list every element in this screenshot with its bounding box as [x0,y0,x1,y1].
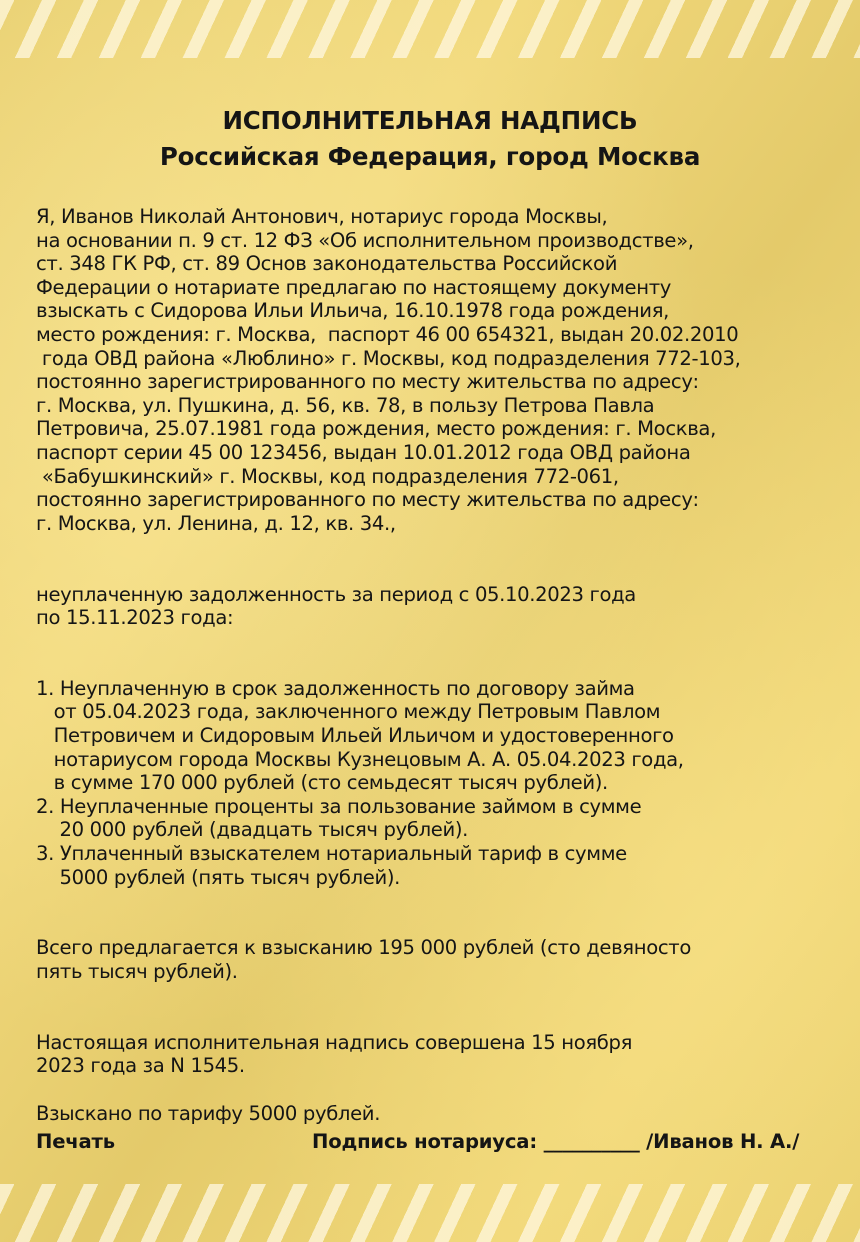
body-line: пять тысяч рублей). [36,960,238,983]
body-line: постоянно зарегистрированного по месту жительства по адресу: [36,370,699,394]
paragraph-gap [36,913,836,937]
list-item-line: 3. Уплаченный взыскателем нотариальный тариф в сумме [36,842,627,866]
paragraph-gap [36,1078,836,1102]
list-item-line: от 05.04.2023 года, заключенного между Петровым Павлом [36,700,661,724]
paragraph-gap [36,535,836,559]
list-item-line: Петровичем и Сидоровым Ильей Ильичом и удостоверенного [36,724,674,748]
paragraph-debt-period [36,583,836,630]
paragraph-gap [36,559,836,583]
body-line: неуплаченную задолженность за период с 05.10.2023 года [36,582,636,606]
body-line: взыскать с Сидорова Ильи Ильича, 16.10.1978 года рождения, [36,299,670,323]
list-item-line: 2. Неуплаченные проценты за пользование займом в сумме [36,794,642,818]
paragraph-fee [36,1102,836,1126]
document-title: ИСПОЛНИТЕЛЬНАЯ НАДПИСЬ [222,106,638,135]
paragraph-gap [36,889,836,913]
paragraph-total [36,936,836,983]
body-line: ст. 348 ГК РФ, ст. 89 Основ законодательства Российской [36,252,618,276]
list-item-line: 5000 рублей (пять тысяч рублей). [36,865,401,889]
paragraph-debt-items [36,677,836,889]
paragraph-gap [36,984,836,1008]
body-line: Я, Иванов Николай Антонович, нотариус города Москвы, [36,205,608,228]
list-item-line: 1. Неуплаченную в срок задолженность по договору займа [36,676,635,700]
paragraph-debtor-info [36,205,836,535]
document-subtitle: Российская Федерация, город Москва [159,142,701,171]
body-line: года ОВД района «Люблино» г. Москвы, код подразделения 772-103, [36,346,741,370]
body-line: паспорт серии 45 00 123456, выдан 10.01.2012 года ОВД района [36,440,691,464]
body-line: г. Москва, ул. Пушкина, д. 56, кв. 78, в пользу Петрова Павла [36,393,655,417]
paragraph-gap [36,630,836,654]
list-item-line: нотариусом города Москвы Кузнецовым А. А. 05.04.2023 года, [36,747,684,771]
paragraph-completion [36,1031,836,1078]
bottom-stripe-border [0,1184,860,1242]
body-line: на основании п. 9 ст. 12 ФЗ «Об исполнительном производстве», [36,228,694,252]
list-item-line: в сумме 170 000 рублей (сто семьдесят тысяч рублей). [36,771,608,795]
body-line: Всего предлагается к взысканию 195 000 рублей (сто девяносто [36,936,691,960]
body-line: по 15.11.2023 года: [36,606,234,630]
top-stripe-border [0,0,860,58]
paragraph-gap [36,653,836,677]
body-line: постоянно зарегистрированного по месту жительства по адресу: [36,488,699,512]
seal-label: Печать [36,1130,115,1153]
body-line: 2023 года за N 1545. [36,1054,245,1078]
body-line: Петровича, 25.07.1981 года рождения, место рождения: г. Москва, [36,417,716,441]
paragraph-gap [36,1007,836,1031]
body-line: Взыскано по тарифу 5000 рублей. [36,1101,381,1125]
body-line: место рождения: г. Москва, паспорт 46 00 654321, выдан 20.02.2010 [36,322,739,346]
body-line: Настоящая исполнительная надпись совершена 15 ноября [36,1030,633,1054]
notary-signature-line: Подпись нотариуса: __________ /Иванов Н. А./ [312,1130,800,1153]
body-line: г. Москва, ул. Ленина, д. 12, кв. 34., [36,511,396,535]
document-body [36,205,836,1125]
body-line: Федерации о нотариате предлагаю по настоящему документу [36,275,672,299]
list-item-line: 20 000 рублей (двадцать тысяч рублей). [36,818,469,842]
body-line: «Бабушкинский» г. Москвы, код подразделения 772-061, [36,464,619,488]
